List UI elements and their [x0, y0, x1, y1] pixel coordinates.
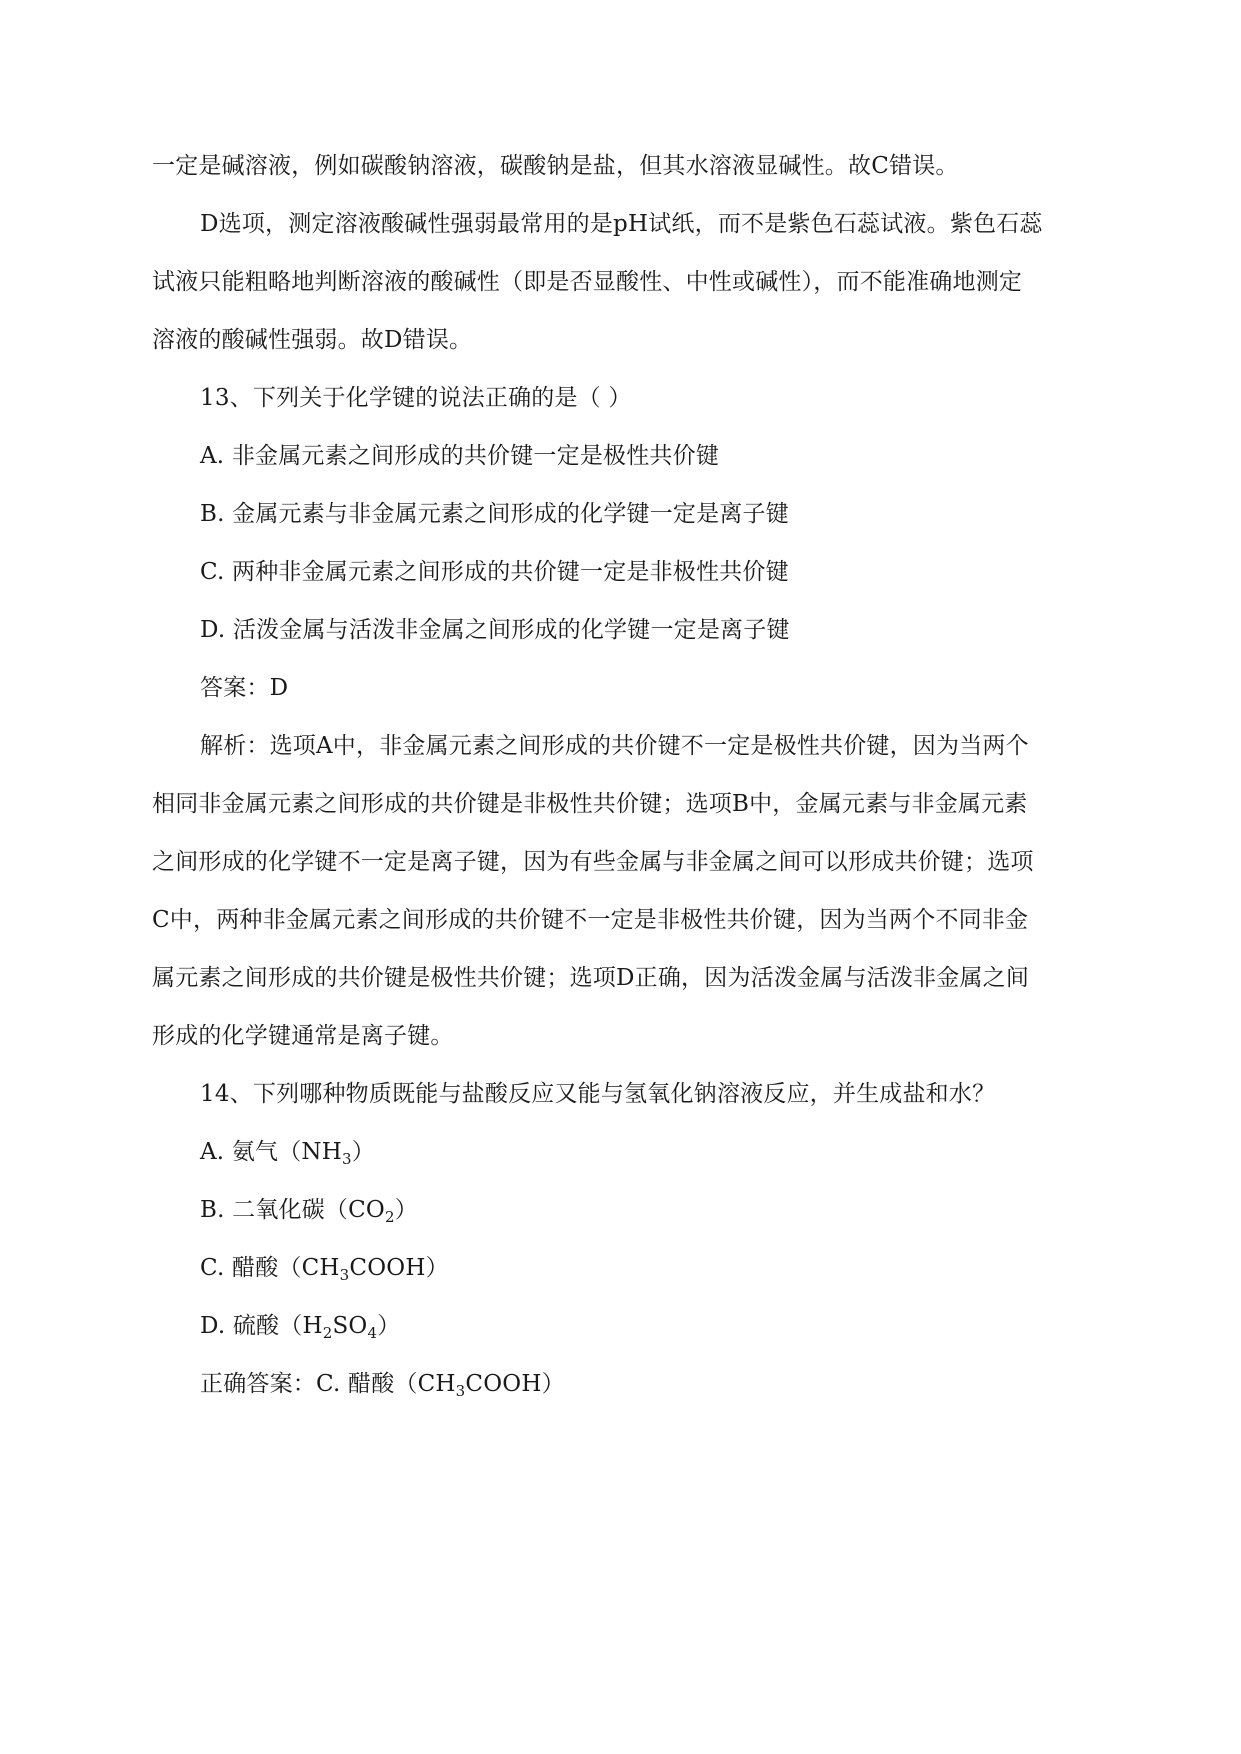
prev-option-c-tail: 一定是碱溶液，例如碳酸钠溶液，碳酸钠是盐，但其水溶液显碱性。故C错误。: [152, 153, 959, 179]
question-13-answer: 答案：D: [200, 675, 289, 701]
answer-subscript: 3: [455, 1382, 466, 1400]
question-14-answer: [200, 1368, 565, 1400]
option-c-text: C. 醋酸（CH: [200, 1255, 340, 1281]
answer-tail: COOH）: [465, 1371, 565, 1397]
question-13-option-a: A. 非金属元素之间形成的共价键一定是极性共价键: [200, 443, 720, 469]
question-13-option-b: B. 金属元素与非金属元素之间形成的化学键一定是离子键: [200, 501, 789, 527]
option-b-text: B. 二氧化碳（CO: [200, 1197, 385, 1223]
answer-text: 正确答案：C. 醋酸（CH: [200, 1371, 456, 1397]
option-d-subscript-1: 2: [322, 1324, 333, 1342]
question-14-stem: 14、下列哪种物质既能与盐酸反应又能与氢氧化钠溶液反应，并生成盐和水？: [200, 1081, 996, 1107]
question-14-option-c: [200, 1252, 449, 1284]
question-13-option-c: C. 两种非金属元素之间形成的共价键一定是非极性共价键: [200, 559, 789, 585]
question-13-analysis-line-3: 之间形成的化学键不一定是离子键，因为有些金属与非金属之间可以形成共价键；选项: [152, 849, 1034, 875]
question-13-option-d: D. 活泼金属与活泼非金属之间形成的化学键一定是离子键: [200, 617, 790, 643]
option-a-tail: ）: [351, 1139, 375, 1165]
question-14-option-d: [200, 1310, 400, 1342]
option-a-text: A. 氨气（NH: [200, 1139, 343, 1165]
question-13-analysis-line-4: C中，两种非金属元素之间形成的共价键不一定是非极性共价键，因为当两个不同非金: [152, 907, 1029, 933]
option-b-subscript: 2: [384, 1208, 395, 1226]
option-d-subscript-2: 4: [367, 1324, 378, 1342]
question-13-analysis-line-6: 形成的化学键通常是离子键。: [152, 1023, 454, 1049]
option-c-tail: COOH）: [349, 1255, 449, 1281]
prev-option-d-line-2: 试液只能粗略地判断溶液的酸碱性（即是否显酸性、中性或碱性），而不能准确地测定: [152, 269, 1023, 295]
question-13-analysis-line-5: 属元素之间形成的共价键是极性共价键；选项D正确，因为活泼金属与活泼非金属之间: [152, 965, 1030, 991]
question-13-analysis-line-2: 相同非金属元素之间形成的共价键是非极性共价键；选项B中，金属元素与非金属元素: [152, 791, 1028, 817]
question-13-stem: 13、下列关于化学键的说法正确的是（ ）: [200, 385, 632, 411]
option-c-subscript: 3: [339, 1266, 350, 1284]
question-14-option-a: [200, 1136, 375, 1168]
question-13-analysis-line-1: 解析：选项A中，非金属元素之间形成的共价键不一定是极性共价键，因为当两个: [200, 733, 1029, 759]
option-d-mid: SO: [332, 1313, 368, 1339]
option-a-subscript: 3: [342, 1150, 352, 1168]
option-b-tail: ）: [394, 1197, 418, 1223]
question-14-option-b: [200, 1194, 418, 1226]
prev-option-d-line-3: 溶液的酸碱性强弱。故D错误。: [152, 327, 473, 353]
option-d-tail: ）: [377, 1313, 401, 1339]
option-d-text: D. 硫酸（H: [200, 1313, 323, 1339]
prev-option-d-line-1: D选项，测定溶液酸碱性强弱最常用的是pH试纸，而不是紫色石蕊试液。紫色石蕊: [200, 211, 1043, 237]
